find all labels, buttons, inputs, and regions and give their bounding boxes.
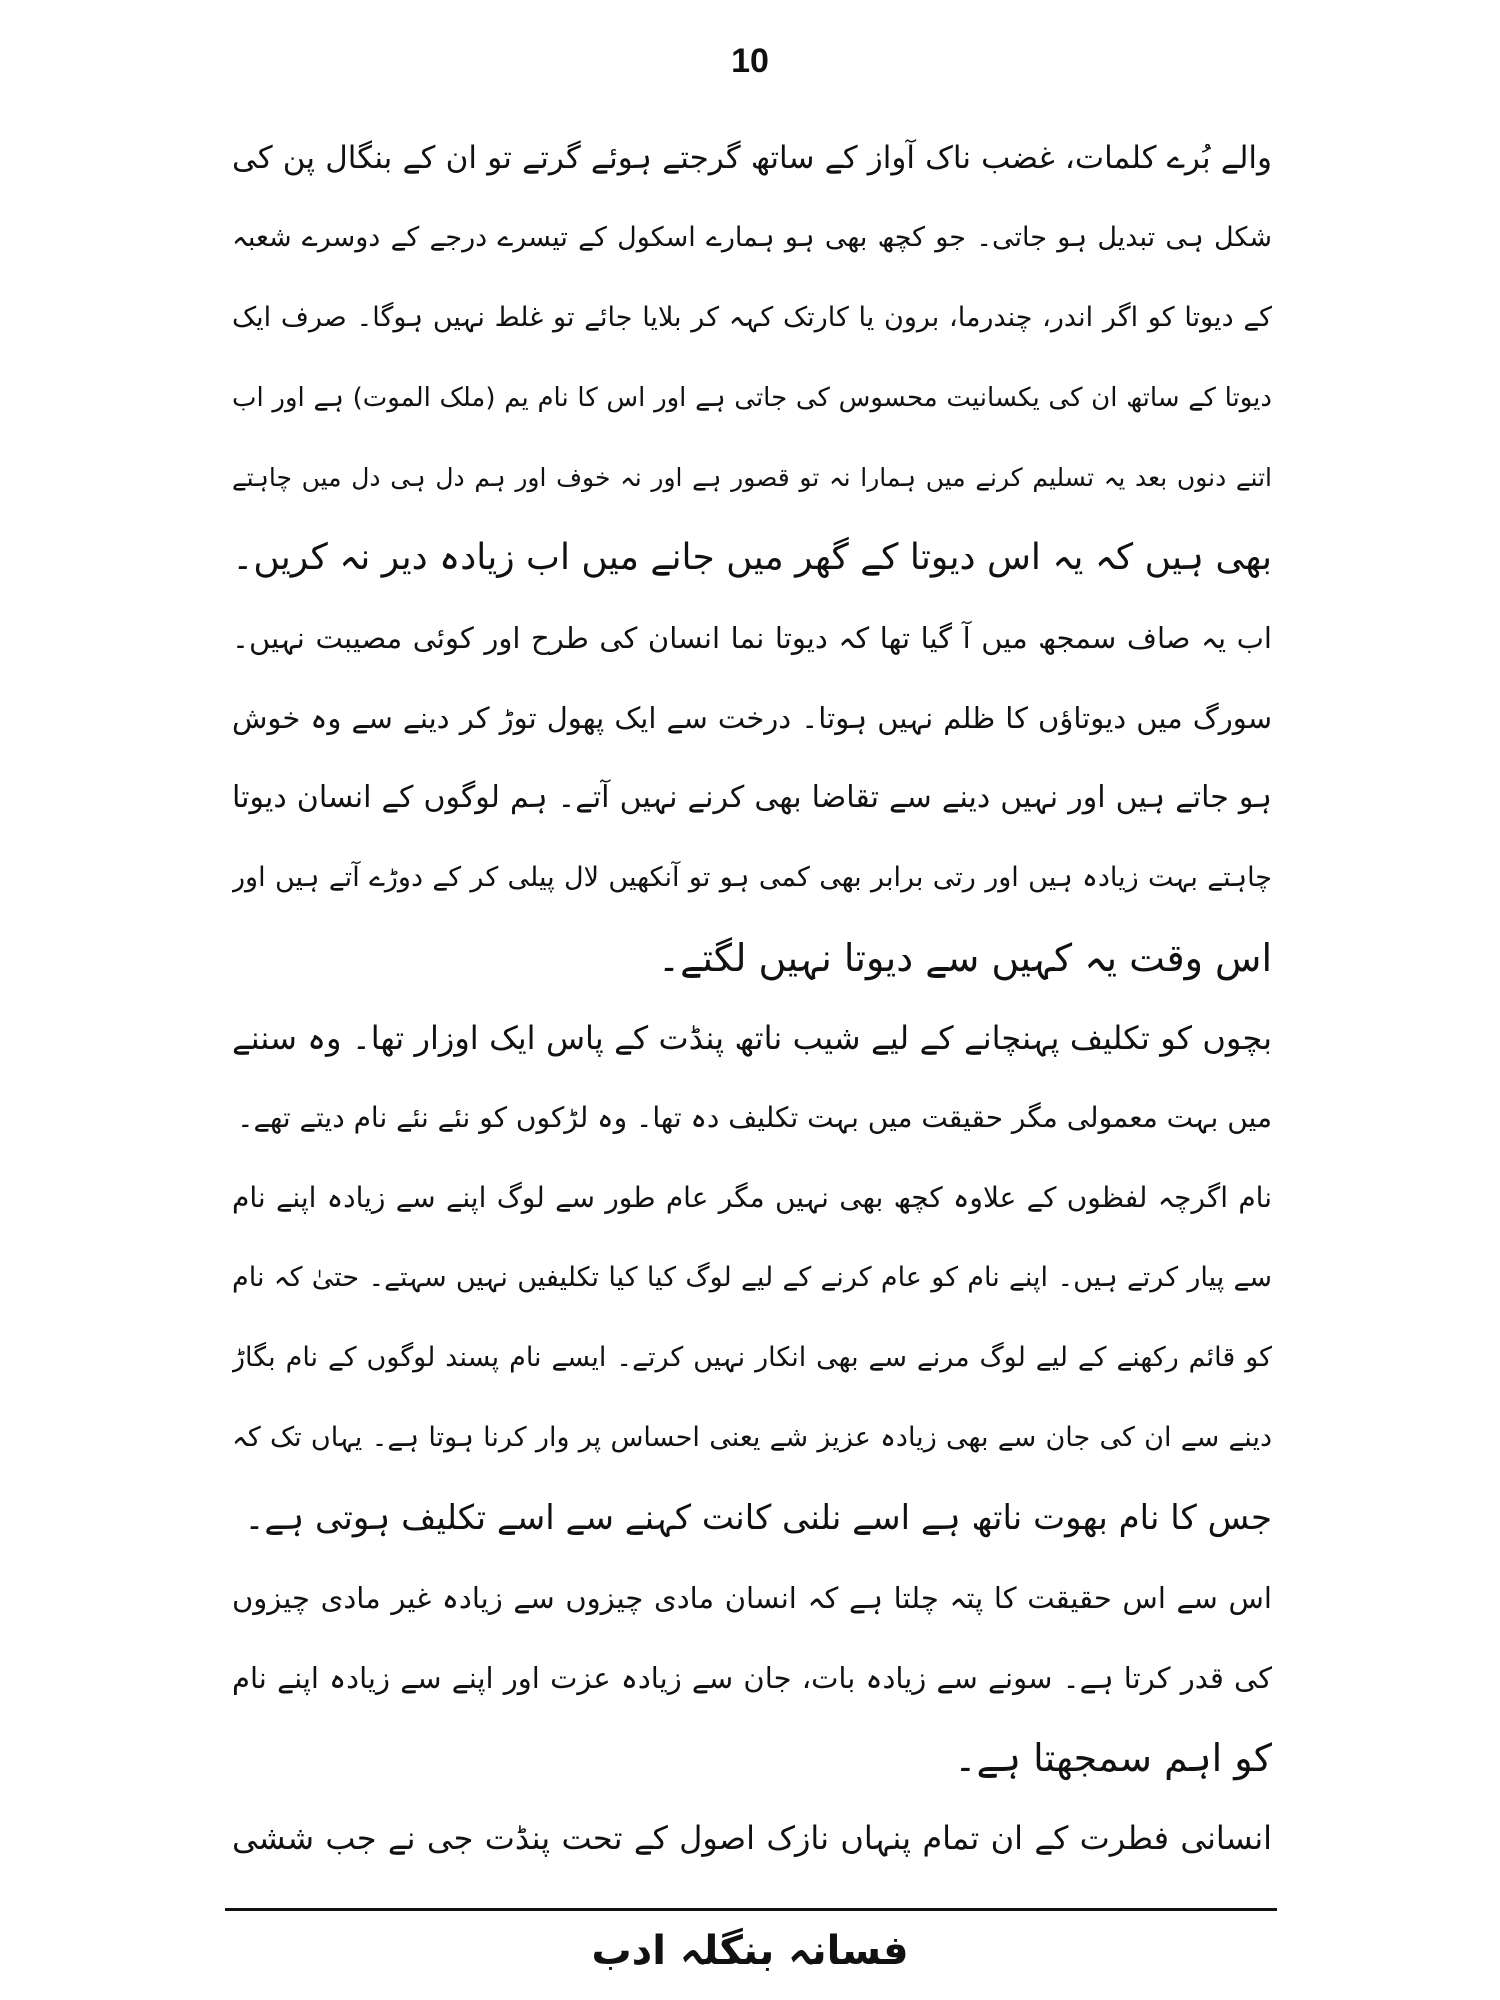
text-line: دیوتا کے ساتھ ان کی یکسانیت محسوس کی جاتی ہے اور اس کا نام یم (ملک الموت) ہے اور اب: [232, 383, 1272, 413]
text-line: انسانی فطرت کے ان تمام پنہاں نازک اصول کے تحت پنڈت جی نے جب ششی: [232, 1819, 1272, 1857]
text-line: اتنے دنوں بعد یہ تسلیم کرنے میں ہمارا نہ تو قصور ہے اور نہ خوف اور ہم دل ہی دل میں چاہتے: [232, 463, 1272, 492]
text-line: کی قدر کرتا ہے۔ سونے سے زیادہ بات، جان سے زیادہ عزت اور اپنے سے زیادہ اپنے نام: [232, 1661, 1272, 1695]
text-line: کو قائم رکھنے کے لیے لوگ مرنے سے بھی انکار نہیں کرتے۔ ایسے نام پسند لوگوں کے نام بگاڑ: [232, 1342, 1272, 1373]
paragraph: [232, 118, 1272, 598]
page-body: [232, 118, 1272, 1878]
paragraph: [232, 998, 1272, 1158]
text-line: چاہتے بہت زیادہ ہیں اور رتی برابر بھی کمی ہو تو آنکھیں لال پیلی کر کے دوڑے آتے ہیں اور: [232, 862, 1272, 893]
page-number: 10: [731, 42, 769, 80]
text-line: جس کا نام بھوت ناتھ ہے اسے نلنی کانت کہنے سے اسے تکلیف ہوتی ہے۔: [244, 1498, 1272, 1538]
text-line: میں بہت معمولی مگر حقیقت میں بہت تکلیف دہ تھا۔ وہ لڑکوں کو نئے نئے نام دیتے تھے۔: [237, 1101, 1272, 1134]
footer-title: فسانہ بنگلہ ادب: [591, 1928, 909, 1974]
paragraph: [232, 1558, 1272, 1798]
paragraph: [232, 598, 1272, 998]
footer-divider: [225, 1908, 1277, 1911]
text-line: سورگ میں دیوتاؤں کا ظلم نہیں ہوتا۔ درخت سے ایک پھول توڑ کر دینے سے وہ خوش: [232, 701, 1272, 735]
paragraph: [232, 1798, 1272, 1878]
text-line: بچوں کو تکلیف پہنچانے کے لیے شیب ناتھ پنڈت کے پاس ایک اوزار تھا۔ وہ سننے: [232, 1019, 1272, 1057]
text-line: ہو جاتے ہیں اور نہیں دینے سے تقاضا بھی کرنے نہیں آتے۔ ہم لوگوں کے انسان دیوتا: [232, 780, 1272, 815]
text-line: اس سے اس حقیقت کا پتہ چلتا ہے کہ انسان مادی چیزوں سے زیادہ غیر مادی چیزوں: [232, 1581, 1272, 1615]
text-line: کو اہم سمجھتا ہے۔: [954, 1736, 1272, 1780]
text-line: اب یہ صاف سمجھ میں آ گیا تھا کہ دیوتا نما انسان کی طرح اور کوئی مصیبت نہیں۔: [232, 621, 1272, 655]
text-line: دینے سے ان کی جان سے بھی زیادہ عزیز شے یعنی احساس پر وار کرنا ہوتا ہے۔ یہاں تک کہ: [232, 1422, 1272, 1453]
paragraph: [232, 1158, 1272, 1558]
text-line: نام اگرچہ لفظوں کے علاوہ کچھ بھی نہیں مگر عام طور سے لوگ اپنے سے زیادہ اپنے نام: [232, 1181, 1272, 1214]
text-line: سے پیار کرتے ہیں۔ اپنے نام کو عام کرنے کے لیے لوگ کیا کیا تکلیفیں نہیں سہتے۔ حتیٰ کہ نام: [232, 1262, 1272, 1293]
text-line: شکل ہی تبدیل ہو جاتی۔ جو کچھ بھی ہو ہمارے اسکول کے تیسرے درجے کے دوسرے شعبہ: [232, 222, 1272, 253]
text-line: والے بُرے کلمات، غضب ناک آواز کے ساتھ گرجتے ہوئے گرتے تو ان کے بنگال پن کی: [232, 140, 1272, 176]
text-line: اس وقت یہ کہیں سے دیوتا نہیں لگتے۔: [657, 936, 1272, 980]
text-line: کے دیوتا کو اگر اندر، چندرما، برون یا کارتک کہہ کر بلایا جائے تو غلط نہیں ہوگا۔ صرف ایک: [232, 302, 1272, 333]
text-line: بھی ہیں کہ یہ اس دیوتا کے گھر میں جانے میں اب زیادہ دیر نہ کریں۔: [232, 537, 1272, 578]
